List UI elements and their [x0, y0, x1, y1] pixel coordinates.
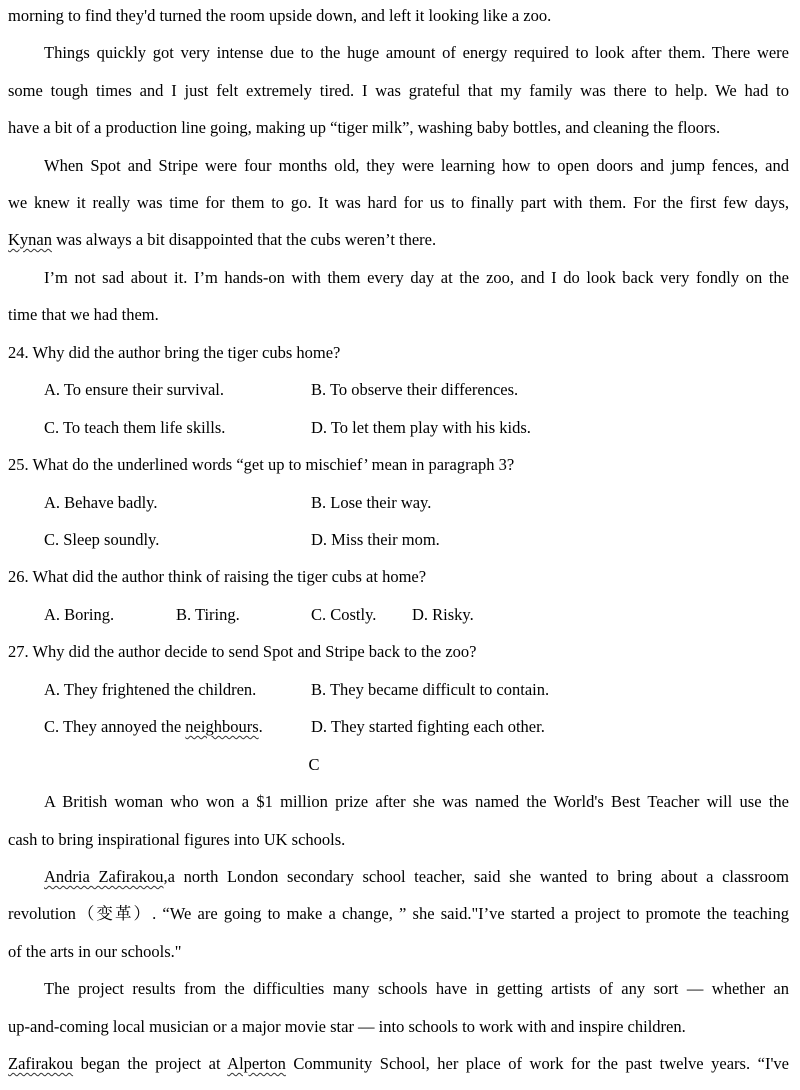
wavy-underlined-name: Alperton: [227, 1054, 286, 1073]
passage-line: up-and-coming local musician or a major movie star — into schools to work with and inspire children.: [8, 1017, 686, 1036]
passage-text: was always a bit disappointed that the cubs weren’t there.: [52, 230, 437, 249]
passage-line: [8, 229, 789, 251]
option-a: A. Behave badly.: [44, 493, 158, 512]
option-a: A. Boring.: [44, 605, 115, 624]
option-d: D. They started fighting each other.: [311, 717, 545, 736]
passage-text: began the project at: [73, 1054, 228, 1073]
section-heading: C: [308, 755, 320, 774]
option-d: D. Miss their mom.: [311, 530, 440, 549]
passage-text: Community School, her place of work for the past twelve years. “I've: [285, 1054, 789, 1073]
passage-line: Things quickly got very intense due to the huge amount of energy required to look after them. There were: [44, 43, 789, 62]
wavy-underlined-word: neighbours: [185, 717, 259, 736]
passage-line: [44, 866, 789, 888]
wavy-underlined-name: Kynan: [8, 230, 52, 249]
passage-line: have a bit of a production line going, making up “tiger milk”, washing baby bottles, and cleaning the floors.: [8, 118, 721, 137]
option-b: B. Lose their way.: [311, 493, 432, 512]
option-text: .: [258, 717, 263, 736]
option-a: A. To ensure their survival.: [44, 380, 225, 399]
passage-line: morning to find they'd turned the room upside down, and left it looking like a zoo.: [8, 6, 552, 25]
passage-line: A British woman who won a $1 million prize after she was named the World's Best Teacher will use the: [44, 792, 789, 811]
option-c: C. To teach them life skills.: [44, 418, 226, 437]
passage-line: I’m not sad about it. I’m hands-on with them every day at the zoo, and I do look back very fondly on the: [44, 268, 789, 287]
option-b: B. Tiring.: [176, 605, 240, 624]
question-stem: 24. Why did the author bring the tiger cubs home?: [8, 343, 341, 362]
option-text: C. They annoyed the: [44, 717, 186, 736]
option-c: [44, 716, 263, 738]
option-b: B. They became difficult to contain.: [311, 680, 550, 699]
option-d: D. To let them play with his kids.: [311, 418, 531, 437]
passage-line: revolution（变革）. “We are going to make a change, ” she said."I’ve started a project to promote the teaching: [8, 904, 789, 923]
option-c: C. Sleep soundly.: [44, 530, 160, 549]
option-d: D. Risky.: [412, 605, 474, 624]
passage-line: some tough times and I just felt extremely tired. I was grateful that my family was there to help. We had to: [8, 81, 789, 100]
question-stem: 25. What do the underlined words “get up to mischief’ mean in paragraph 3?: [8, 455, 515, 474]
option-b: B. To observe their differences.: [311, 380, 519, 399]
wavy-underlined-name: Andria Zafirakou: [44, 867, 164, 886]
question-stem: 27. Why did the author decide to send Spot and Stripe back to the zoo?: [8, 642, 477, 661]
passage-text: ,a north London secondary school teacher, said she wanted to bring about a classroom: [163, 867, 789, 886]
wavy-underlined-name: Zafirakou: [8, 1054, 74, 1073]
passage-line: The project results from the difficulties many schools have in getting artists of any sort — whether an: [44, 979, 789, 998]
passage-line: time that we had them.: [8, 305, 159, 324]
passage-line: cash to bring inspirational figures into UK schools.: [8, 830, 346, 849]
option-a: A. They frightened the children.: [44, 680, 257, 699]
passage-line: we knew it really was time for them to go. It was hard for us to finally part with them. For the first few days,: [8, 193, 789, 212]
passage-line: [8, 1053, 789, 1075]
passage-line: When Spot and Stripe were four months old, they were learning how to open doors and jump fences, and: [44, 156, 789, 175]
passage-line: of the arts in our schools.": [8, 942, 182, 961]
question-stem: 26. What did the author think of raising the tiger cubs at home?: [8, 567, 427, 586]
option-c: C. Costly.: [311, 605, 377, 624]
